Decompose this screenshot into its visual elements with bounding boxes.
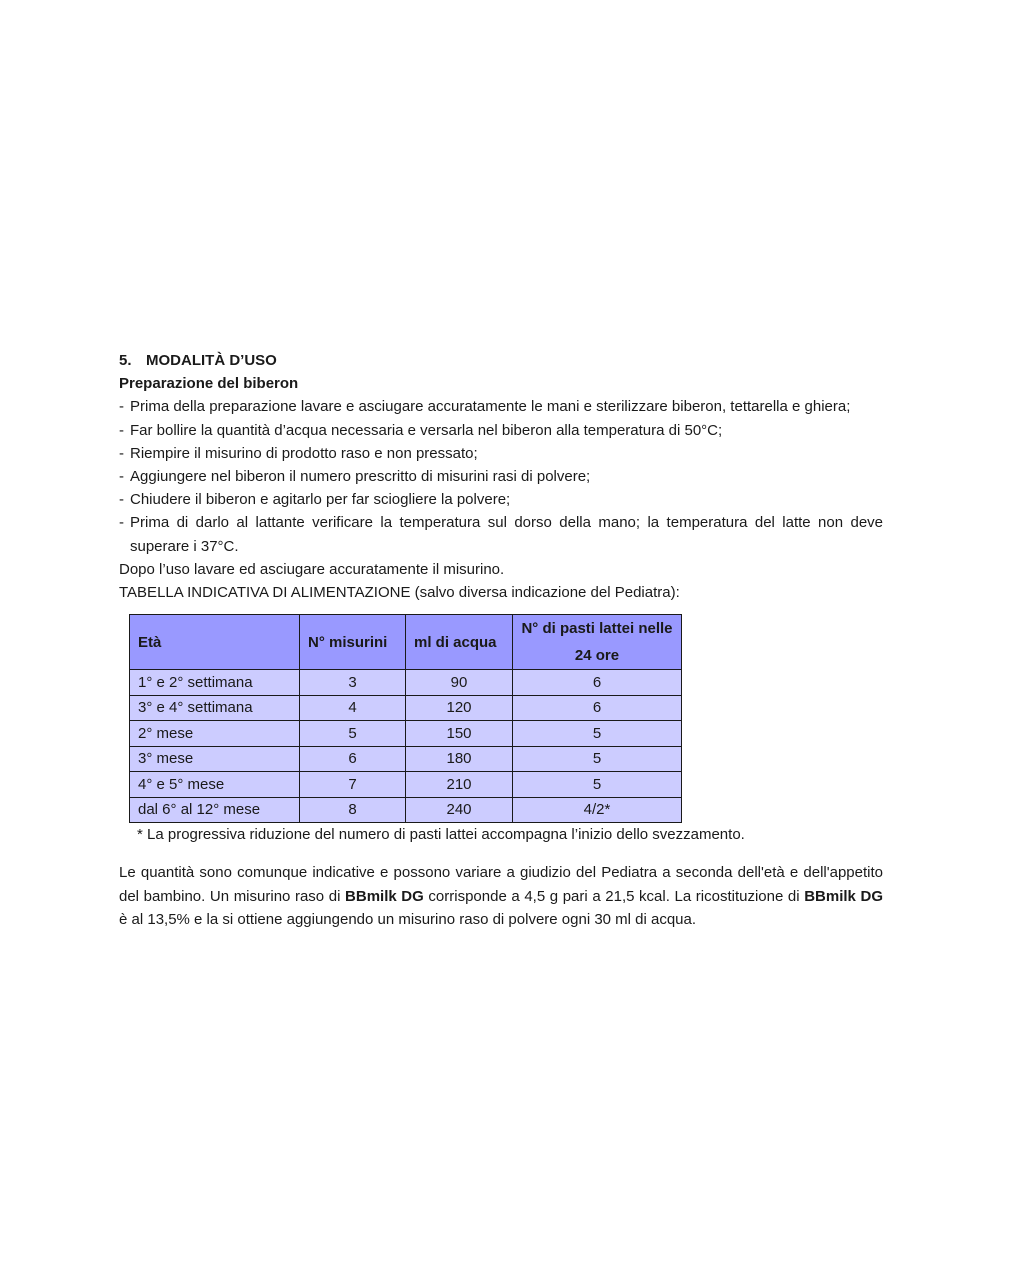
section-title: MODALITÀ D’USO <box>146 352 277 369</box>
table-caption: TABELLA INDICATIVA DI ALIMENTAZIONE (salvo diversa indicazione del Pediatra): <box>119 584 680 602</box>
cell-meals: 6 <box>513 695 682 721</box>
brand-name: BBmilk DG <box>804 887 883 905</box>
cell-water: 120 <box>406 695 513 721</box>
table-row <box>130 670 682 696</box>
table-row <box>130 772 682 798</box>
step-item: - Prima di darlo al lattante verificare la temperatura sul dorso della mano; la temperatura del latte non deve superare i 37°C. <box>119 511 883 557</box>
cell-age: dal 6° al 12° mese <box>130 797 300 823</box>
step-item: - Prima della preparazione lavare e asciugare accuratamente le mani e sterilizzare biberon, tettarella e ghiera; <box>119 395 883 418</box>
cell-water: 90 <box>406 670 513 696</box>
cell-age: 3° e 4° settimana <box>130 695 300 721</box>
cell-age: 1° e 2° settimana <box>130 670 300 696</box>
feeding-table <box>129 614 682 823</box>
cell-meals: 6 <box>513 670 682 696</box>
section-heading <box>119 349 883 372</box>
table-footnote: * La progressiva riduzione del numero di pasti lattei accompagna l’inizio dello svezzamento. <box>137 826 745 844</box>
cell-scoops: 8 <box>300 797 406 823</box>
after-use-note: Dopo l’uso lavare ed asciugare accuratamente il misurino. <box>119 560 505 578</box>
table-row <box>130 746 682 772</box>
header-water: ml di acqua <box>406 615 513 670</box>
step-item: - Far bollire la quantità d’acqua necessaria e versarla nel biberon alla temperatura di 50°C; <box>119 419 883 442</box>
closing-paragraph <box>119 861 883 931</box>
cell-meals: 5 <box>513 772 682 798</box>
cell-meals: 4/2* <box>513 797 682 823</box>
document-body <box>119 349 883 931</box>
table-row <box>130 797 682 823</box>
cell-age: 3° mese <box>130 746 300 772</box>
cell-meals: 5 <box>513 746 682 772</box>
section-subtitle: Preparazione del biberon <box>119 375 299 393</box>
step-item: - Chiudere il biberon e agitarlo per far sciogliere la polvere; <box>119 488 883 511</box>
closing-text: Le quantità sono comunque indicative e possono variare a giudizio del Pediatra a seconda dell'età e dell'appetito del bambino. Un misurino raso di <box>119 864 883 905</box>
closing-text: è al 13,5% e la si ottiene aggiungendo un misurino raso di polvere ogni 30 ml di acqua. <box>119 910 697 928</box>
cell-water: 150 <box>406 721 513 747</box>
cell-water: 180 <box>406 746 513 772</box>
header-age: Età <box>130 615 300 670</box>
section-number: 5. <box>119 352 132 369</box>
cell-scoops: 3 <box>300 670 406 696</box>
header-meals: N° di pasti lattei nelle 24 ore <box>513 615 682 670</box>
cell-scoops: 7 <box>300 772 406 798</box>
cell-scoops: 6 <box>300 746 406 772</box>
table-row <box>130 721 682 747</box>
cell-age: 4° e 5° mese <box>130 772 300 798</box>
cell-scoops: 5 <box>300 721 406 747</box>
cell-scoops: 4 <box>300 695 406 721</box>
step-item: - Aggiungere nel biberon il numero prescritto di misurini rasi di polvere; <box>119 465 883 488</box>
brand-name: BBmilk DG <box>345 887 424 905</box>
closing-text: corrisponde a 4,5 g pari a 21,5 kcal. La ricostituzione di <box>423 887 805 905</box>
table-header-row <box>130 615 682 670</box>
cell-water: 240 <box>406 797 513 823</box>
header-scoops: N° misurini <box>300 615 406 670</box>
step-item: - Riempire il misurino di prodotto raso e non pressato; <box>119 442 883 465</box>
cell-age: 2° mese <box>130 721 300 747</box>
preparation-steps <box>119 395 883 557</box>
cell-meals: 5 <box>513 721 682 747</box>
table-row <box>130 695 682 721</box>
cell-water: 210 <box>406 772 513 798</box>
